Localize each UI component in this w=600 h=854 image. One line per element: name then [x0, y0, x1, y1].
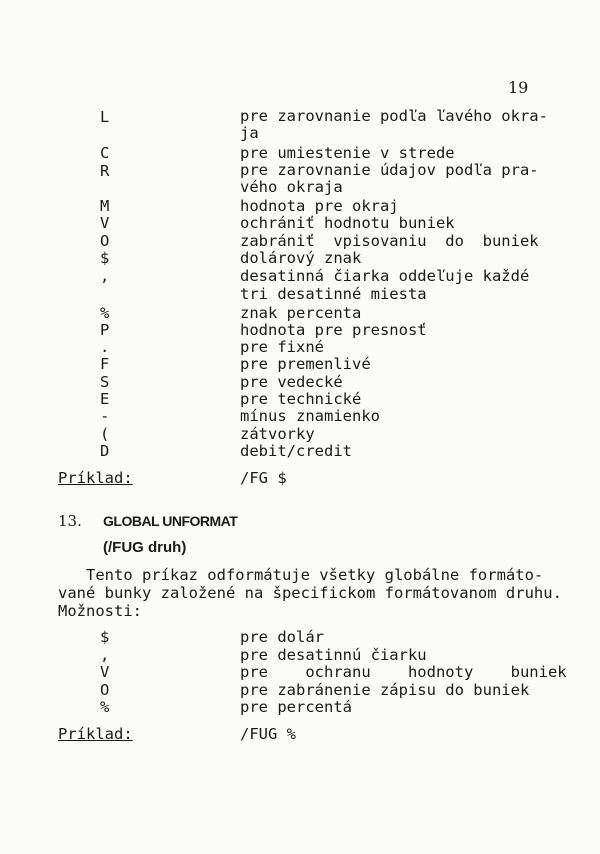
format-symbol: $ — [100, 249, 110, 267]
format-symbol: ( — [100, 425, 110, 443]
format-description: pre vedecké — [240, 373, 343, 391]
option-symbol: $ — [100, 628, 110, 646]
format-symbol: - — [100, 407, 110, 425]
format-description: pre umiestenie v strede — [240, 144, 455, 162]
example-label: Príklad: — [58, 469, 133, 487]
format-symbol: S — [100, 373, 110, 391]
format-symbol: D — [100, 442, 110, 460]
format-description: zátvorky — [240, 425, 315, 443]
format-symbol: E — [100, 390, 110, 408]
option-description: pre zabránenie zápisu do buniek — [240, 681, 530, 699]
format-description: znak percenta — [240, 304, 362, 322]
example-value: /FUG % — [240, 725, 296, 743]
format-description: pre technické — [240, 390, 362, 408]
option-description: pre percentá — [240, 698, 352, 716]
format-description: pre fixné — [240, 338, 324, 356]
format-description: pre zarovnanie údajov podľa pra- vého okraja — [240, 161, 539, 196]
format-symbol: V — [100, 214, 110, 232]
format-symbol: . — [100, 338, 110, 356]
format-description: debit/credit — [240, 442, 352, 460]
section-paragraph: Tento príkaz odformátuje všetky globálne formáto- vané bunky založené na špecifickom formátovanom druhu. Možnosti: — [58, 566, 562, 620]
format-symbol: F — [100, 355, 110, 373]
format-description: hodnota pre presnosť — [240, 321, 427, 339]
format-symbol: L — [100, 108, 110, 126]
option-symbol: , — [100, 646, 110, 664]
option-symbol: V — [100, 663, 110, 681]
format-symbol: , — [100, 267, 110, 285]
page-number: 19 — [508, 78, 529, 97]
format-symbol: P — [100, 321, 110, 339]
option-description: pre ochranu hodnoty buniek — [240, 663, 567, 681]
format-description: pre premenlivé — [240, 355, 371, 373]
format-description: desatinná čiarka oddeľuje každé tri desatinné miesta — [240, 267, 530, 303]
format-description: zabrániť vpisovaniu do buniek — [240, 232, 539, 250]
format-description: dolárový znak — [240, 249, 362, 267]
format-description: ochrániť hodnotu buniek — [240, 214, 455, 232]
example-label: Príklad: — [58, 725, 133, 743]
option-symbol: O — [100, 681, 110, 699]
format-symbol: C — [100, 144, 110, 162]
format-description: pre zarovnanie podľa ľavého okra- ja — [240, 107, 548, 142]
example-value: /FG $ — [240, 469, 287, 487]
option-description: pre desatinnú čiarku — [240, 646, 427, 664]
option-description: pre dolár — [240, 628, 324, 646]
format-symbol: O — [100, 232, 110, 250]
option-symbol: % — [100, 698, 110, 716]
section-number: 13. — [58, 512, 82, 530]
format-description: hodnota pre okraj — [240, 197, 399, 215]
format-symbol: R — [100, 162, 110, 180]
format-description: mínus znamienko — [240, 407, 380, 425]
section-subtitle: (/FUG druh) — [103, 539, 187, 556]
format-symbol: % — [100, 304, 110, 322]
format-symbol: M — [100, 197, 110, 215]
section-title: GLOBAL UNFORMAT — [103, 513, 238, 529]
